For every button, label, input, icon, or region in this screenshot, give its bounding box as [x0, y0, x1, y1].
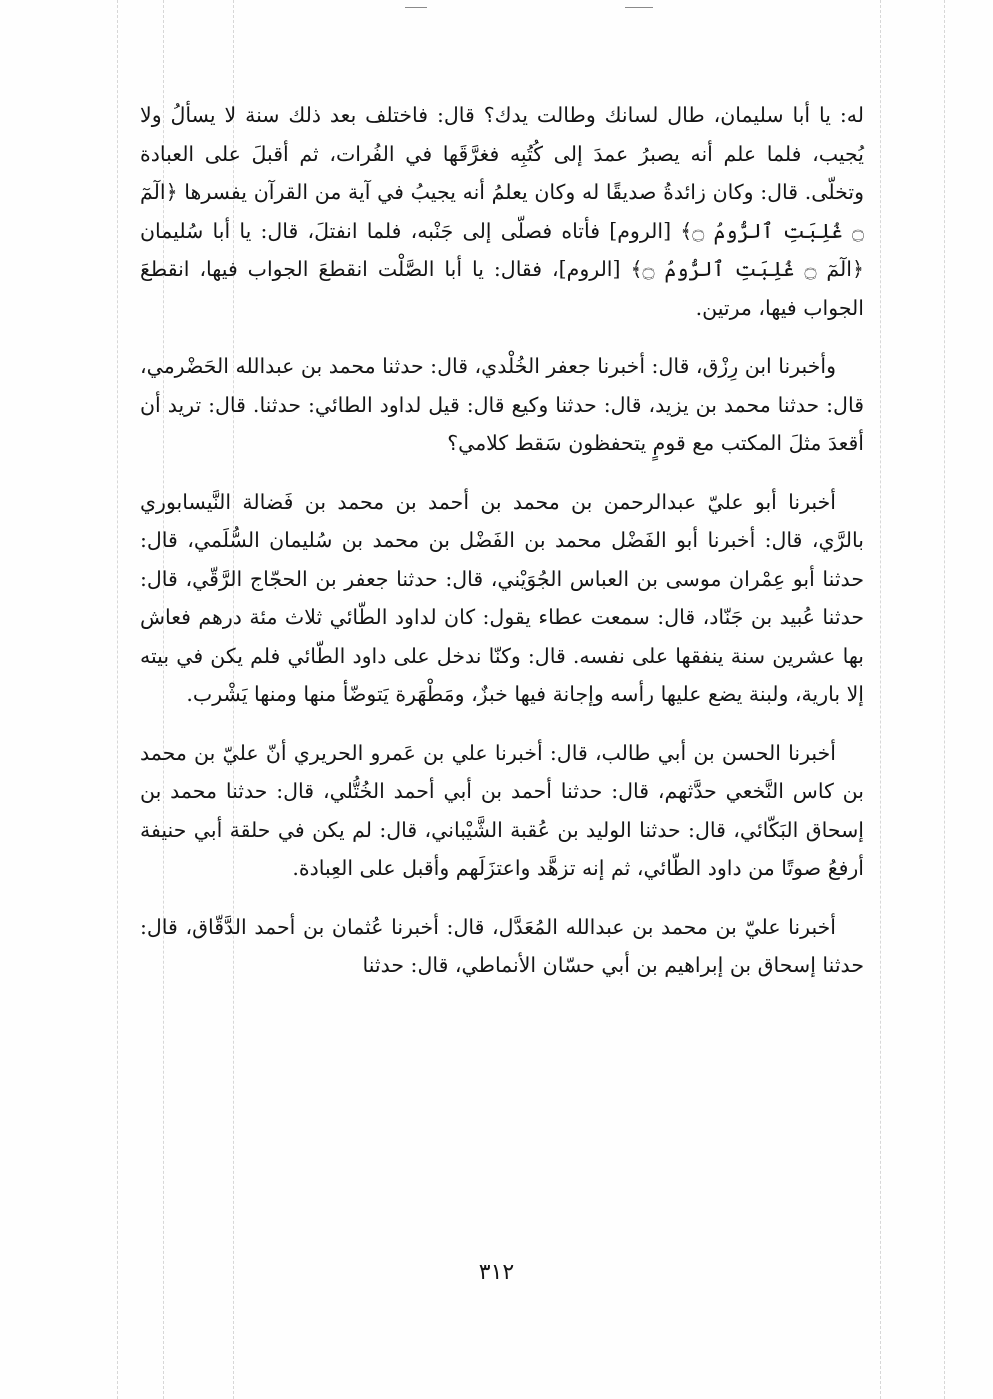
paragraph: وأخبرنا ابن رِزْق، قال: أخبرنا جعفر الخُلْدي، قال: حدثنا محمد بن عبدالله الحَضْرمي، قال: حدثنا محمد بن يزيد، قال: حدثنا وكيع قال: قيل لداود الطائي: حدثنا. قال: تريد أن أقعدَ مثلَ المكتب مع قومٍ يتحفظون سَقط كلامي؟ — [140, 354, 864, 455]
paragraph: أخبرنا الحسن بن أبي طالب، قال: أخبرنا علي بن عَمرو الحريري أنّ عليّ بن محمد بن كاس النَّخعي حدَّثهم، قال: حدثنا أحمد بن أبي أحمد الخُتُّلي، قال: حدثنا محمد بن إسحاق البَكّائي، قال: حدثنا الوليد بن عُقبة الشَّيْباني، قال: لم يكن في حلقة أبي حنيفة أرفعُ صوتًا من داود الطّائي، ثم إنه تزهَّد واعتزَلَهم وأقبل على العِبادة. — [140, 740, 864, 880]
scan-guide-line — [117, 0, 118, 1399]
scan-guide-line — [880, 0, 881, 1399]
page-number: ٣١٢ — [478, 1260, 515, 1285]
scan-guide-line — [944, 0, 945, 1399]
scan-top-mark — [625, 7, 653, 8]
body-text — [140, 96, 864, 1005]
scan-top-mark — [405, 7, 427, 8]
paragraph: أخبرنا عليّ بن محمد بن عبدالله المُعَدَّل، قال: أخبرنا عُثمان بن أحمد الدَّقّاق، قال: حدثنا إسحاق بن إبراهيم بن أبي حسّان الأنماطي، قال: حدثنا — [140, 914, 864, 977]
paragraph: له: يا أبا سليمان، طال لسانك وطالت يدك؟ قال: فاختلف بعد ذلك سنة لا يسألُ ولا يُجيب، فلما علم أنه يصبرُ عمدَ إلى كُتُبِه فغرَّقَها في الفُرات، ثم أقبلَ على العبادة وتخلّى. قال: وكان زائدةُ صديقًا له وكان يعلمُ أنه يجيبُ في آية من القرآن يفسرها ﴿الٓمٓ ۝ غُلِبَتِ ٱلرُّومُ ۝﴾ [الروم] فأتاه فصلّى إلى جَنْبه، فلما انفتلَ، قال: يا أبا سُليمان ﴿الٓمٓ ۝ غُلِبَتِ ٱلرُّومُ ۝﴾ [الروم]، فقال: يا أبا الصَّلْت انقطعَ الجواب فيها، انقطعَ الجواب فيها، مرتين. — [140, 103, 864, 320]
paragraph: أخبرنا أبو عليّ عبدالرحمن بن محمد بن أحمد بن محمد بن فَضالة النَّيسابوري بالرَّي، قال: أخبرنا أبو الفَضْل محمد بن الفَضْل بن محمد بن سُليمان السُّلَمي، قال: حدثنا أبو عِمْران موسى بن العباس الجُوَيْني، قال: حدثنا جعفر بن الحجّاج الرَّقّي، قال: حدثنا عُبيد بن جَنّاد، قال: سمعت عطاء يقول: كان لداود الطّائي ثلاث مئة درهم فعاش بها عشرين سنة ينفقها على نفسه. قال: وكنّا ندخل على داود الطّائي فلم يكن في بيته إلا بارية، ولبنة يضع عليها رأسه وإجانة فيها خبزٌ، ومَطْهَرة يَتوضّأ منها ومنها يَشْرب. — [140, 489, 864, 706]
